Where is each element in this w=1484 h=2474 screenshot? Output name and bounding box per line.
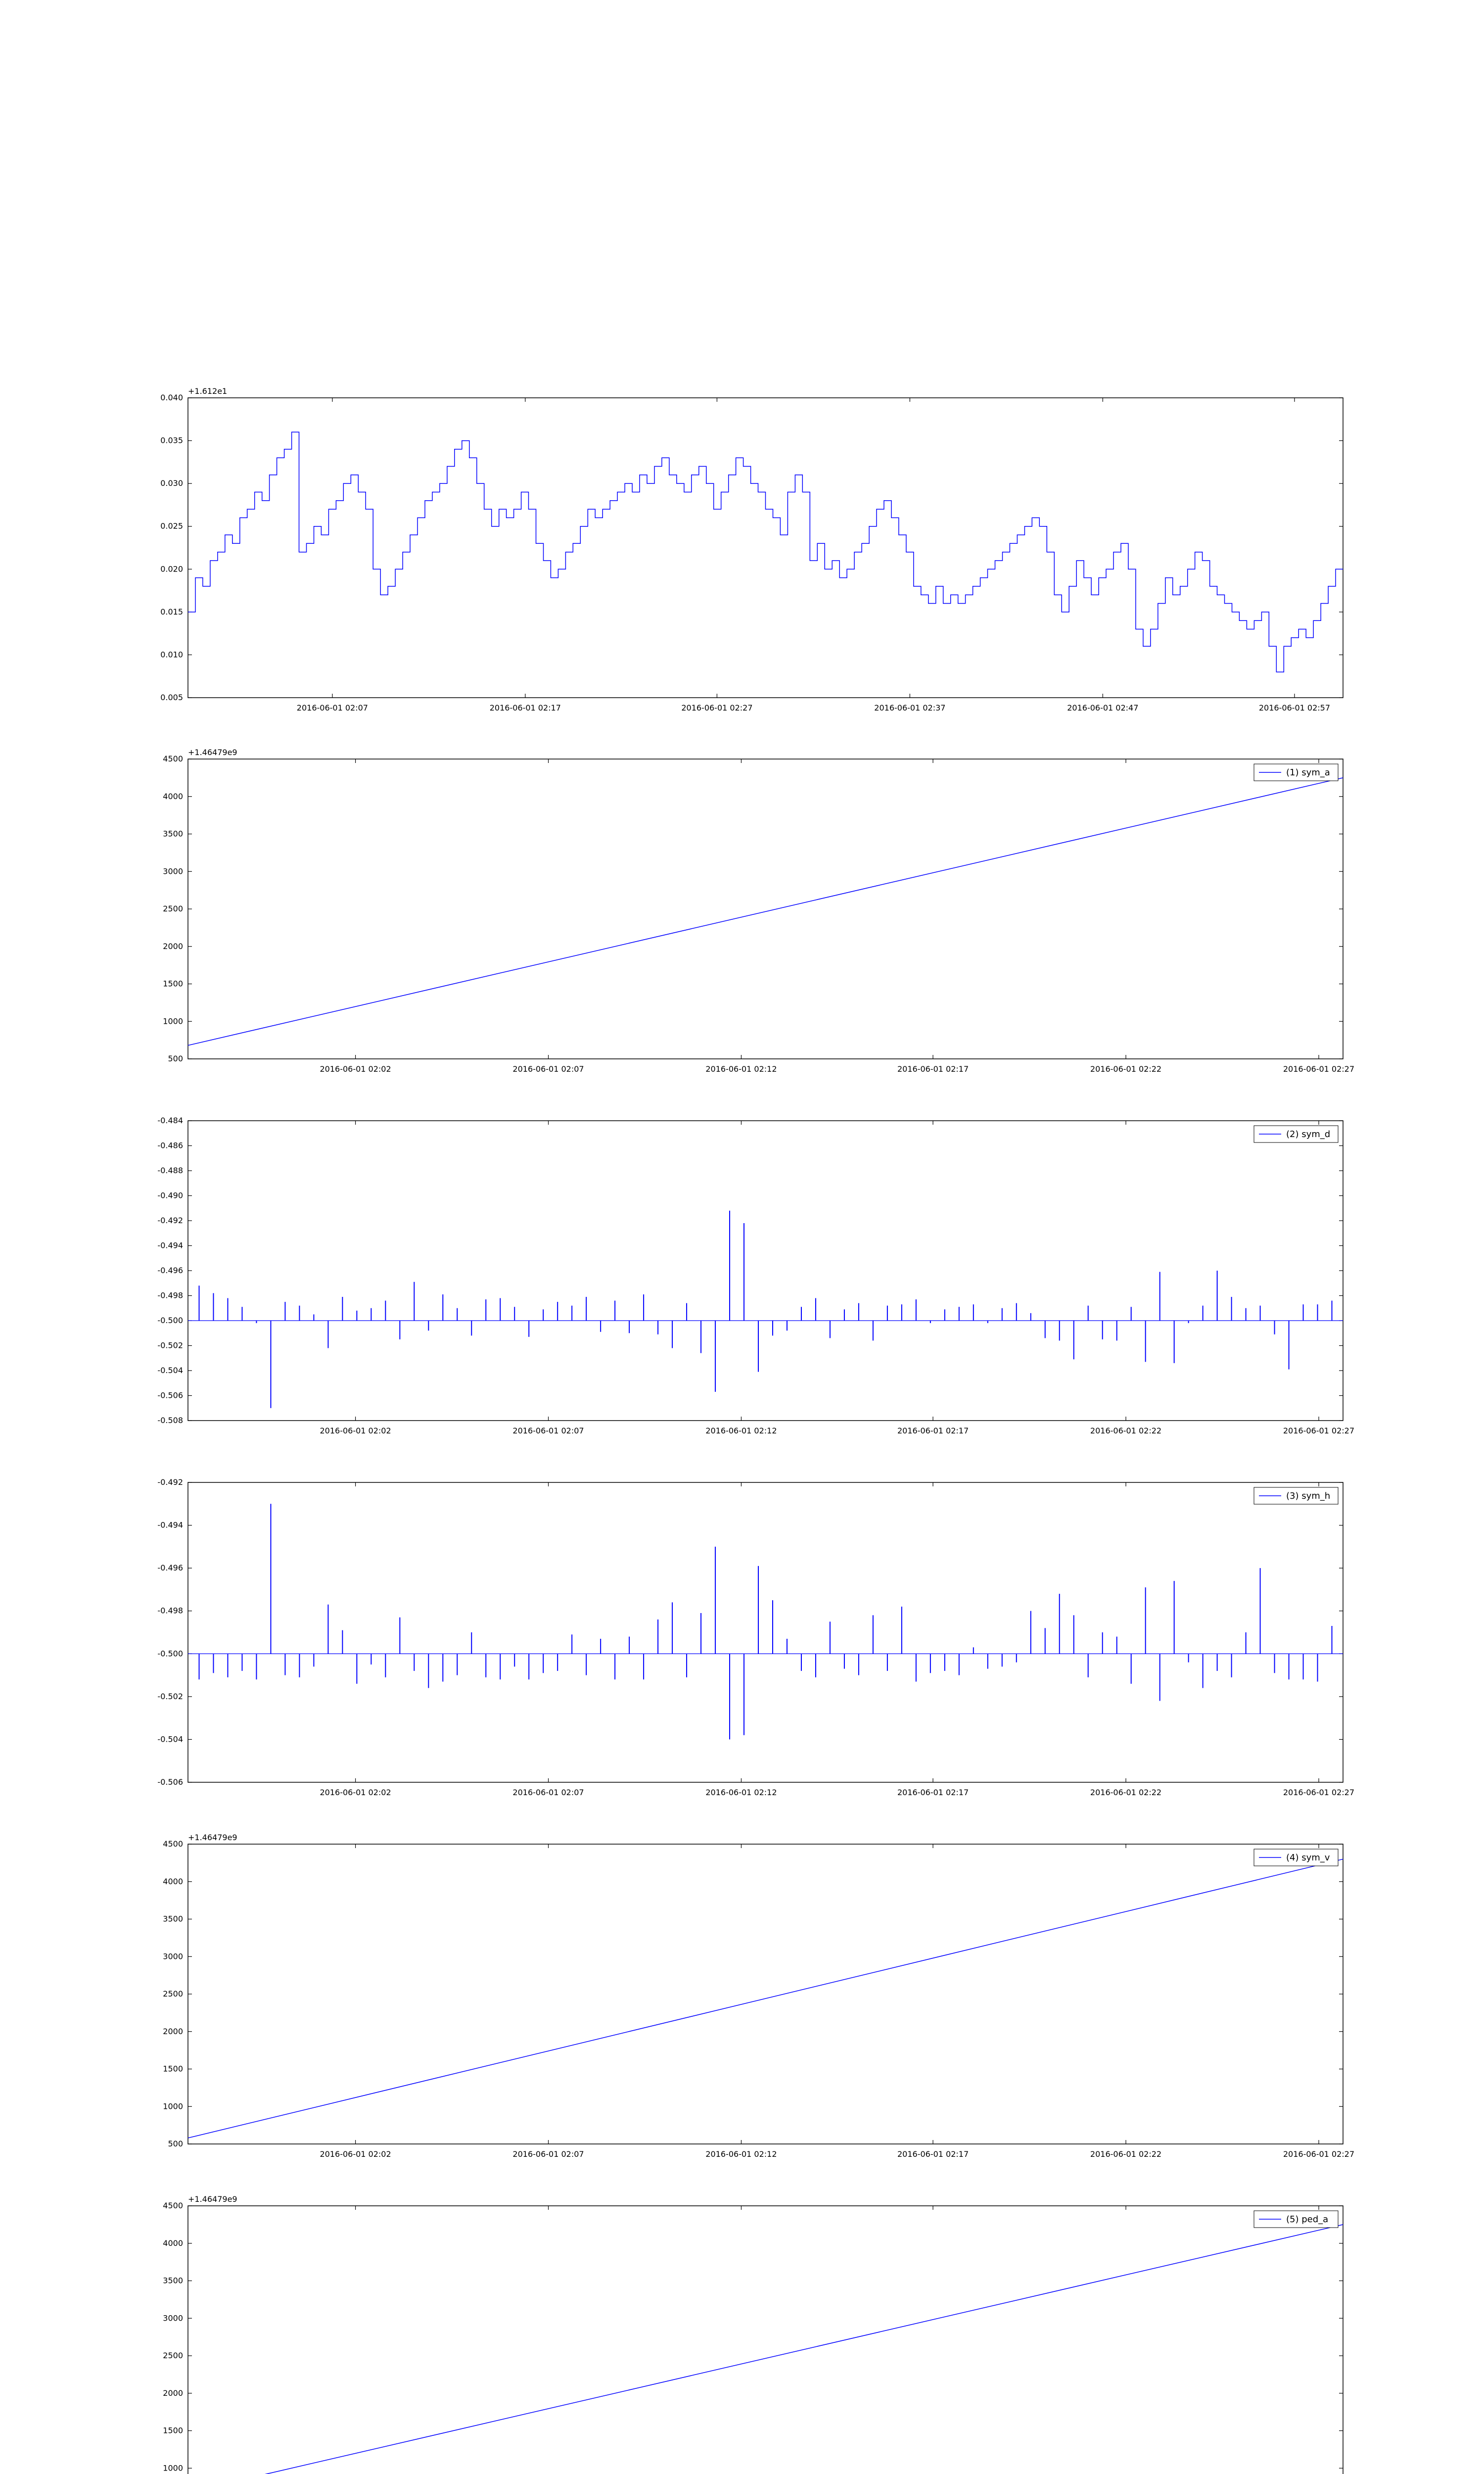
series-bars xyxy=(199,1211,1332,1408)
chart-panel-6 xyxy=(163,2194,1354,2474)
chart-panel-2 xyxy=(163,748,1354,1074)
y-tick-label: 1000 xyxy=(163,2463,183,2473)
x-tick-label: 2016-06-01 02:27 xyxy=(1283,1426,1355,1435)
y-tick-label: 0.010 xyxy=(160,650,183,660)
axes-frame xyxy=(188,1121,1343,1421)
y-tick-label: 4500 xyxy=(163,754,183,763)
x-tick-label: 2016-06-01 02:17 xyxy=(897,1788,969,1797)
y-offset-label: +1.46479e9 xyxy=(188,2194,237,2204)
x-tick-label: 2016-06-01 02:22 xyxy=(1090,1064,1162,1074)
y-tick-label: 500 xyxy=(168,2139,183,2148)
chart-panel-4 xyxy=(157,1477,1354,1797)
y-tick-label: 0.030 xyxy=(160,478,183,488)
y-tick-label: 0.025 xyxy=(160,521,183,531)
legend xyxy=(1254,2211,1338,2228)
y-axis xyxy=(163,754,1343,1063)
y-tick-label: 3000 xyxy=(163,1951,183,1961)
x-tick-label: 2016-06-01 02:07 xyxy=(512,1426,584,1435)
x-tick-label: 2016-06-01 02:12 xyxy=(705,1788,777,1797)
y-tick-label: -0.504 xyxy=(157,1734,183,1744)
x-tick-label: 2016-06-01 02:27 xyxy=(1283,2149,1355,2159)
series-bars xyxy=(199,1504,1332,1739)
y-tick-label: 2500 xyxy=(163,2351,183,2360)
y-tick-label: -0.500 xyxy=(157,1649,183,1659)
y-tick-label: -0.506 xyxy=(157,1777,183,1787)
y-tick-label: 1500 xyxy=(163,979,183,989)
x-tick-label: 2016-06-01 02:12 xyxy=(705,2149,777,2159)
legend-label: (1) sym_a xyxy=(1286,767,1330,778)
y-tick-label: 3500 xyxy=(163,2276,183,2285)
y-tick-label: -0.488 xyxy=(157,1166,183,1175)
series-line xyxy=(188,778,1343,1046)
y-tick-label: -0.492 xyxy=(157,1477,183,1487)
x-tick-label: 2016-06-01 02:27 xyxy=(681,703,753,713)
x-tick-label: 2016-06-01 02:17 xyxy=(897,2149,969,2159)
y-tick-label: 0.015 xyxy=(160,607,183,617)
x-tick-label: 2016-06-01 02:27 xyxy=(1283,1064,1355,1074)
y-tick-label: 1000 xyxy=(163,2101,183,2111)
y-axis xyxy=(157,1477,1343,1787)
y-axis xyxy=(163,1839,1343,2148)
legend xyxy=(1254,1126,1338,1142)
y-tick-label: 1500 xyxy=(163,2426,183,2435)
x-tick-label: 2016-06-01 02:02 xyxy=(320,1788,391,1797)
axes-frame xyxy=(188,2206,1343,2474)
x-tick-label: 2016-06-01 02:07 xyxy=(512,1788,584,1797)
axes-frame xyxy=(188,1844,1343,2144)
y-tick-label: 2500 xyxy=(163,904,183,913)
y-axis xyxy=(160,393,1343,702)
x-tick-label: 2016-06-01 02:17 xyxy=(489,703,561,713)
x-tick-label: 2016-06-01 02:22 xyxy=(1090,1426,1162,1435)
y-tick-label: 2500 xyxy=(163,1989,183,1998)
legend-label: (4) sym_v xyxy=(1286,1853,1330,1863)
x-axis xyxy=(320,2206,1354,2474)
x-tick-label: 2016-06-01 02:17 xyxy=(897,1064,969,1074)
y-offset-label: +1.46479e9 xyxy=(188,1833,237,1842)
y-tick-label: 4000 xyxy=(163,1876,183,1886)
series-step-line xyxy=(188,432,1343,672)
x-tick-label: 2016-06-01 02:22 xyxy=(1090,2149,1162,2159)
legend xyxy=(1254,1487,1338,1504)
y-offset-label: +1.46479e9 xyxy=(188,748,237,757)
y-tick-label: 1500 xyxy=(163,2064,183,2074)
x-tick-label: 2016-06-01 02:02 xyxy=(320,2149,391,2159)
x-axis xyxy=(320,1844,1354,2159)
y-tick-label: -0.496 xyxy=(157,1563,183,1573)
legend xyxy=(1254,1849,1338,1866)
y-axis xyxy=(157,1116,1343,1425)
x-axis xyxy=(320,1482,1354,1797)
y-tick-label: 3500 xyxy=(163,1914,183,1924)
series-line xyxy=(188,2225,1343,2474)
y-tick-label: -0.496 xyxy=(157,1266,183,1275)
y-axis xyxy=(163,2201,1343,2474)
y-tick-label: 500 xyxy=(168,1054,183,1063)
y-tick-label: 0.005 xyxy=(160,693,183,702)
y-tick-label: 4000 xyxy=(163,791,183,801)
x-tick-label: 2016-06-01 02:57 xyxy=(1258,703,1331,713)
x-axis xyxy=(297,398,1330,713)
legend-label: (3) sym_h xyxy=(1286,1491,1331,1501)
legend-label: (5) ped_a xyxy=(1286,2214,1329,2225)
y-tick-label: -0.494 xyxy=(157,1240,183,1250)
y-tick-label: -0.500 xyxy=(157,1316,183,1325)
y-offset-label: +1.612e1 xyxy=(188,386,228,396)
y-tick-label: -0.502 xyxy=(157,1340,183,1350)
y-tick-label: -0.494 xyxy=(157,1520,183,1530)
x-axis xyxy=(320,1121,1354,1435)
y-tick-label: -0.486 xyxy=(157,1141,183,1150)
y-tick-label: -0.508 xyxy=(157,1416,183,1425)
x-tick-label: 2016-06-01 02:27 xyxy=(1283,1788,1355,1797)
x-tick-label: 2016-06-01 02:17 xyxy=(897,1426,969,1435)
y-tick-label: -0.506 xyxy=(157,1390,183,1400)
y-tick-label: 3000 xyxy=(163,2313,183,2323)
axes-frame xyxy=(188,398,1343,698)
y-tick-label: 2000 xyxy=(163,941,183,951)
x-tick-label: 2016-06-01 02:37 xyxy=(874,703,946,713)
x-tick-label: 2016-06-01 02:12 xyxy=(705,1426,777,1435)
legend-label: (2) sym_d xyxy=(1286,1129,1331,1140)
y-tick-label: 4000 xyxy=(163,2238,183,2248)
axes-frame xyxy=(188,759,1343,1059)
y-tick-label: 3000 xyxy=(163,866,183,876)
chart-panel-3 xyxy=(157,1116,1354,1435)
y-tick-label: -0.492 xyxy=(157,1216,183,1225)
y-tick-label: 2000 xyxy=(163,2026,183,2036)
y-tick-label: 0.040 xyxy=(160,393,183,402)
x-tick-label: 2016-06-01 02:07 xyxy=(512,2149,584,2159)
x-tick-label: 2016-06-01 02:02 xyxy=(320,1064,391,1074)
y-tick-label: -0.490 xyxy=(157,1190,183,1200)
y-tick-label: 3500 xyxy=(163,829,183,839)
y-tick-label: -0.484 xyxy=(157,1116,183,1125)
x-tick-label: 2016-06-01 02:12 xyxy=(705,1064,777,1074)
x-tick-label: 2016-06-01 02:02 xyxy=(320,1426,391,1435)
y-tick-label: 2000 xyxy=(163,2388,183,2398)
x-tick-label: 2016-06-01 02:47 xyxy=(1067,703,1139,713)
y-tick-label: -0.498 xyxy=(157,1290,183,1300)
y-tick-label: 0.035 xyxy=(160,435,183,445)
y-tick-label: 4500 xyxy=(163,2201,183,2210)
chart-panel-5 xyxy=(163,1833,1354,2159)
x-tick-label: 2016-06-01 02:22 xyxy=(1090,1788,1162,1797)
x-tick-label: 2016-06-01 02:07 xyxy=(512,1064,584,1074)
y-tick-label: -0.498 xyxy=(157,1606,183,1616)
chart-panel-1 xyxy=(160,386,1343,713)
x-axis xyxy=(320,759,1354,1074)
axes-frame xyxy=(188,1482,1343,1782)
y-tick-label: 0.020 xyxy=(160,564,183,574)
y-tick-label: 1000 xyxy=(163,1016,183,1026)
y-tick-label: -0.502 xyxy=(157,1691,183,1701)
y-tick-label: -0.504 xyxy=(157,1366,183,1375)
y-tick-label: 4500 xyxy=(163,1839,183,1849)
x-tick-label: 2016-06-01 02:07 xyxy=(296,703,368,713)
legend xyxy=(1254,764,1338,781)
series-line xyxy=(188,1859,1343,2138)
